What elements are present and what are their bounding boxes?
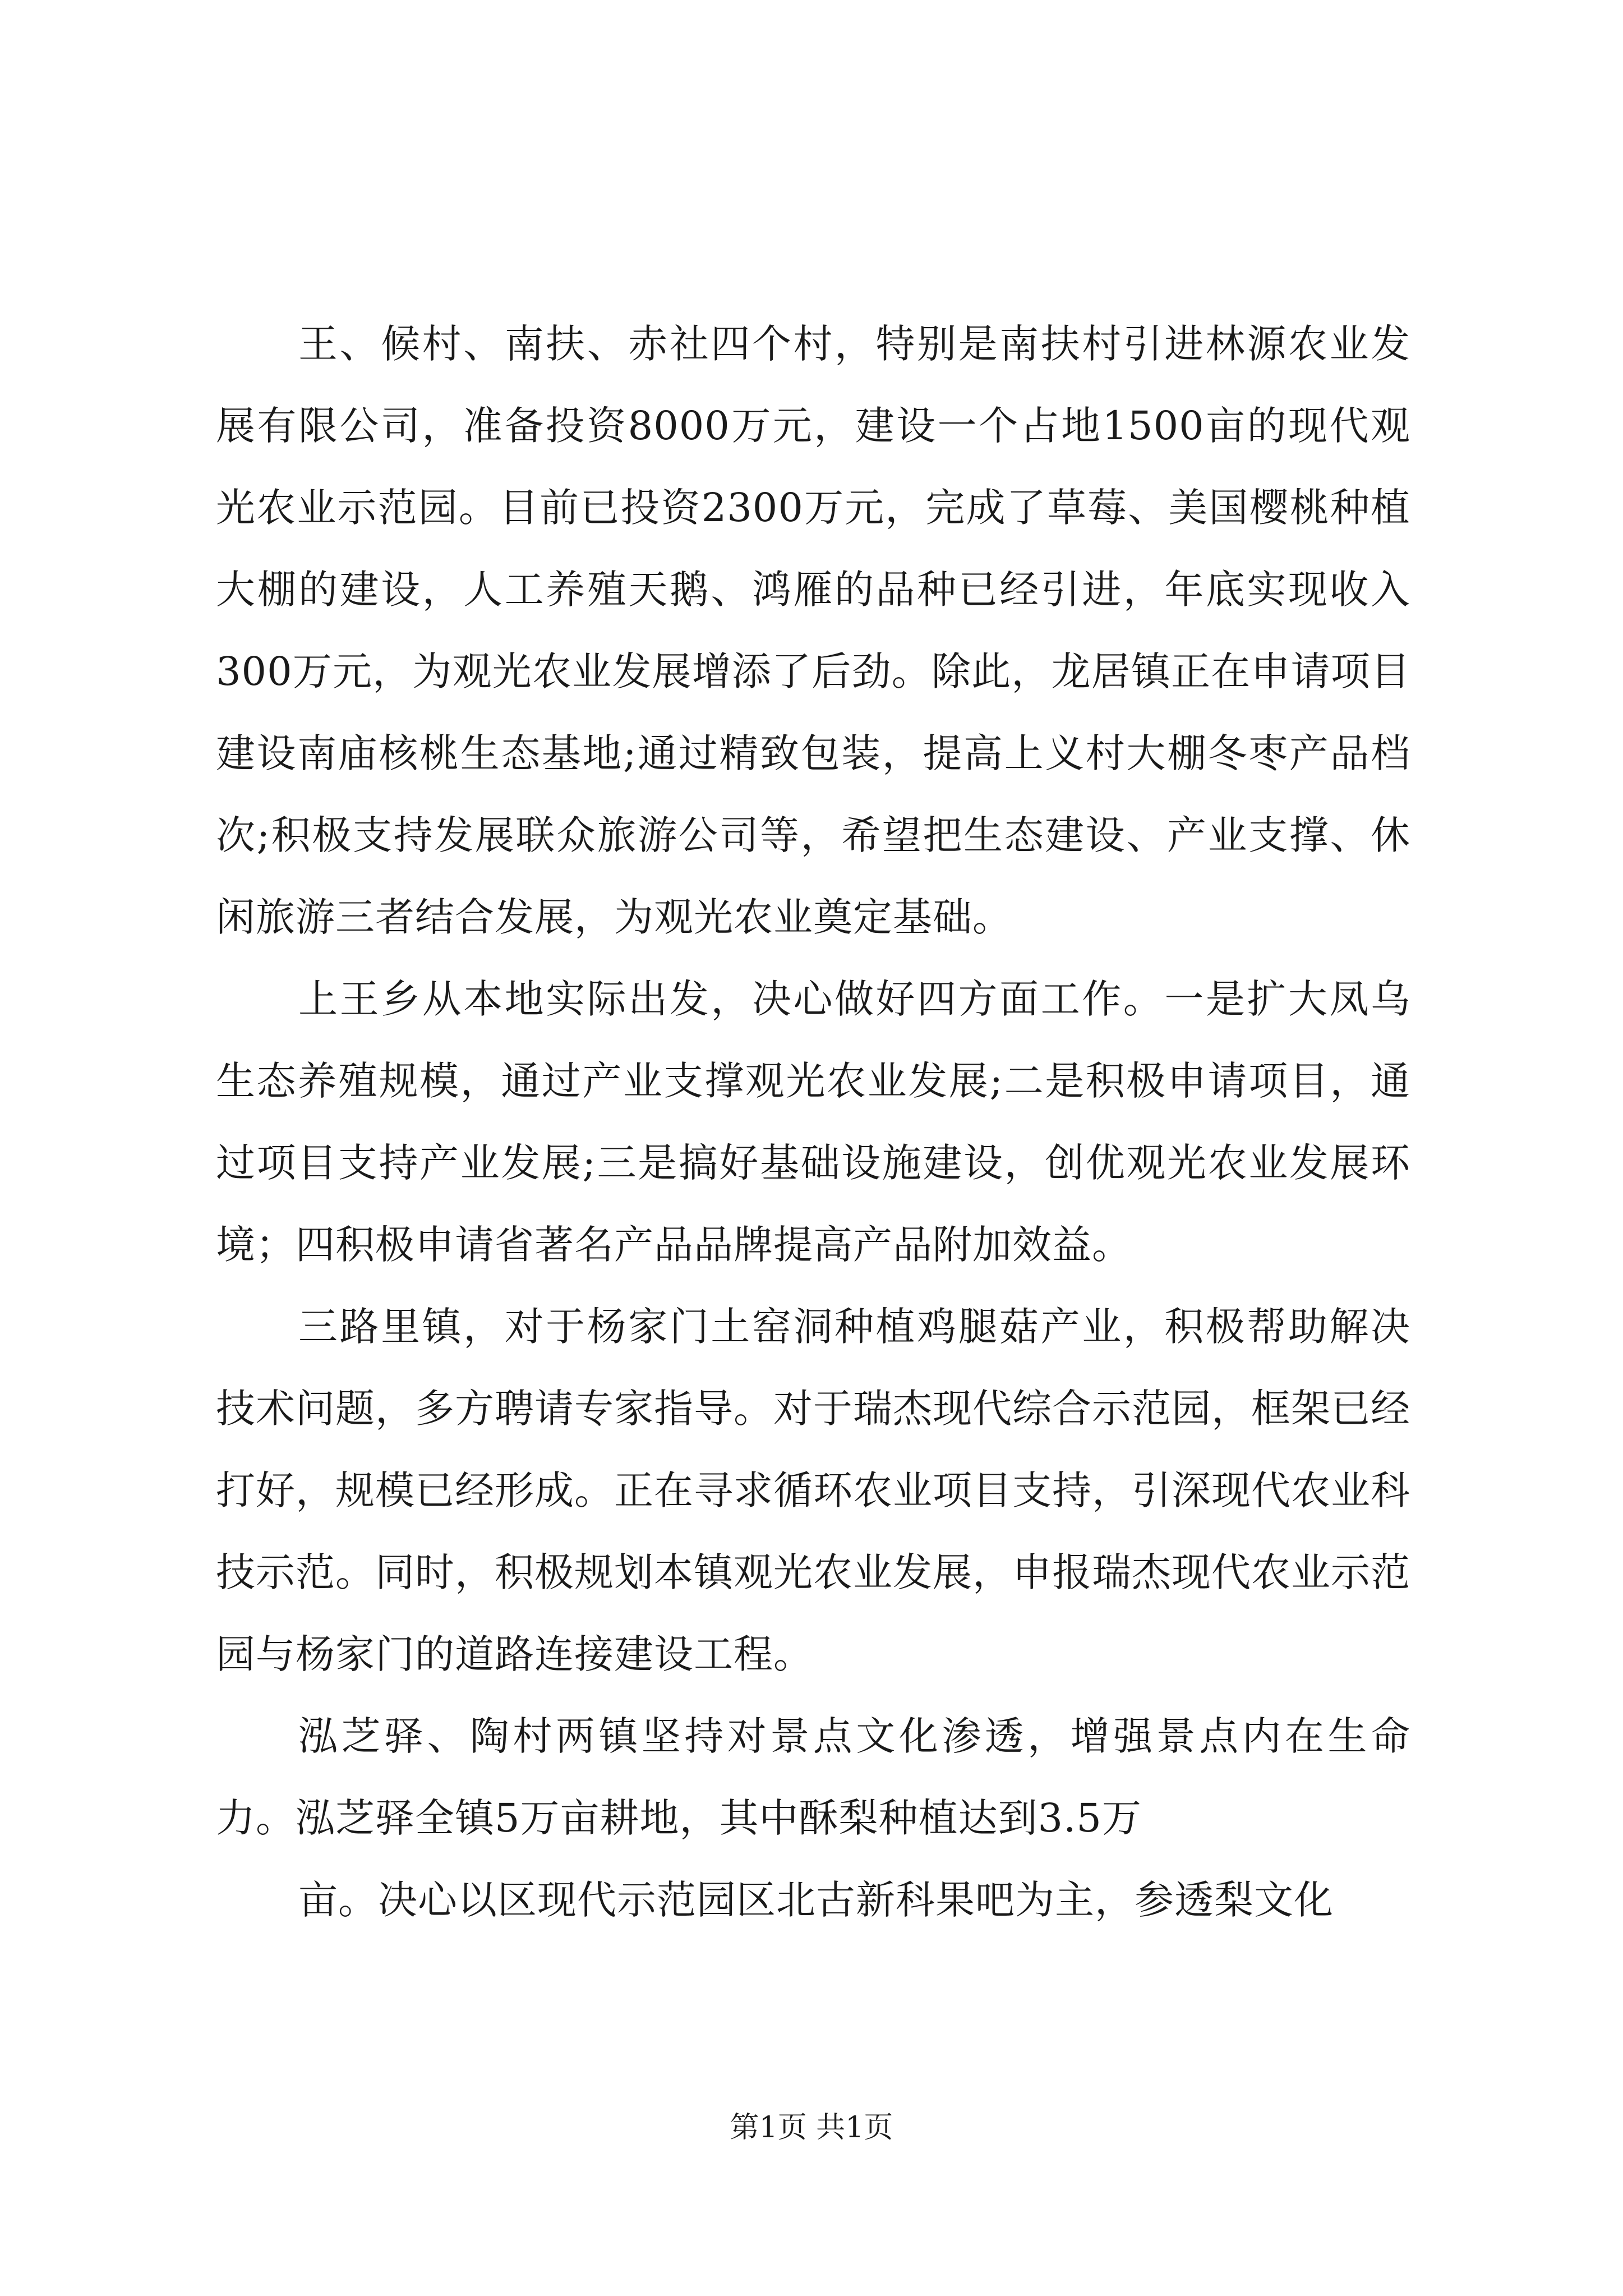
paragraph-5: 亩。决心以区现代示范园区北古新科果吧为主，参透梨文化 bbox=[298, 1877, 1334, 1923]
paragraph-4: 泓芝驿、陶村两镇坚持对景点文化渗透，增强景点内在生命力。泓芝驿全镇5万亩耕地，其中酥梨种植达到3.5万 bbox=[216, 1713, 1410, 1841]
page-footer: 第1页 共1页 bbox=[730, 2111, 893, 2145]
document-body bbox=[216, 303, 1410, 1941]
paragraph-1: 王、候村、南扶、赤社四个村，特别是南扶村引进林源农业发展有限公司，准备投资8000万元，建设一个占地1500亩的现代观光农业示范园。目前已投资2300万元，完成了草莓、美国樱桃种植大棚的建设，人工养殖天鹅、鸿雁的品种已经引进，年底实现收入300万元，为观光农业发展增添了后劲。除此，龙居镇正在申请项目建设南庙核桃生态基地;通过精致包装，提高上义村大棚冬枣产品档次;积极支持发展联众旅游公司等，希望把生态建设、产业支撑、休闲旅游三者结合发展，为观光农业奠定基础。 bbox=[216, 321, 1410, 940]
paragraph-3: 三路里镇，对于杨家门土窑洞种植鸡腿菇产业，积极帮助解决技术问题，多方聘请专家指导。对于瑞杰现代综合示范园，框架已经打好，规模已经形成。正在寻求循环农业项目支持，引深现代农业科技示范。同时，积极规划本镇观光农业发展，申报瑞杰现代农业示范园与杨家门的道路连接建设工程。 bbox=[216, 1304, 1410, 1677]
paragraph-2: 上王乡从本地实际出发，决心做好四方面工作。一是扩大凤乌生态养殖规模，通过产业支撑观光农业发展;二是积极申请项目，通过项目支持产业发展;三是搞好基础设施建设，创优观光农业发展环境；四积极申请省著名产品品牌提高产品附加效益。 bbox=[216, 976, 1410, 1268]
